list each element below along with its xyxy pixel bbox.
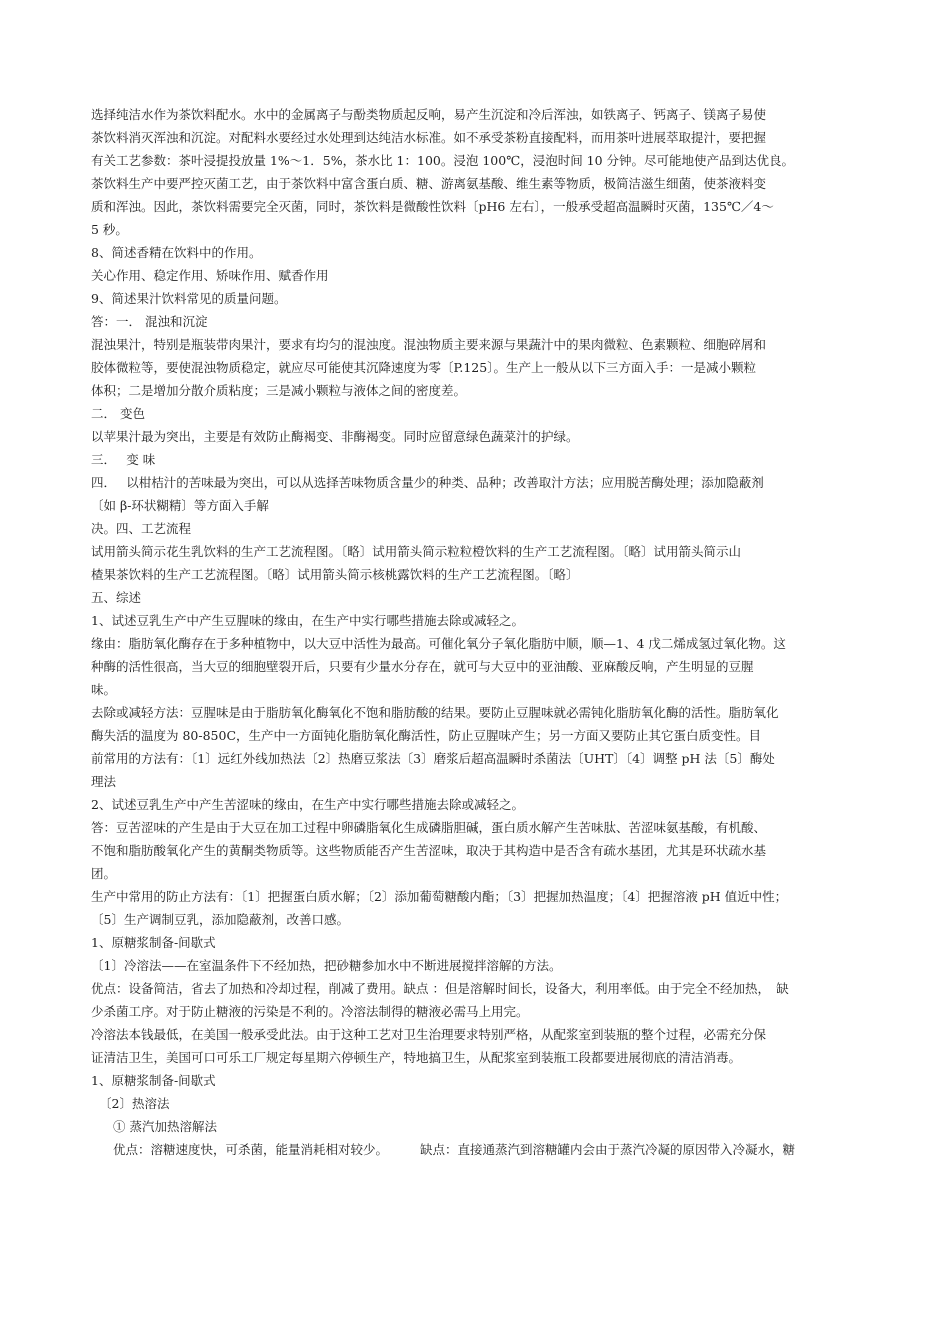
text-line: 选择纯洁水作为茶饮料配水。水中的金属离子与酚类物质起反响，易产生沉淀和冷后浑浊，如铁离子、钙离子、镁离子易使 bbox=[91, 107, 767, 122]
section-heading: 五、综述 bbox=[91, 590, 142, 605]
text-line: 缘由：脂肪氧化酶存在于多种植物中，以大豆中活性为最高。可催化氧分子氧化脂肪中顺，顺—1、4 戊二烯成氢过氧化物。这 bbox=[91, 636, 786, 651]
document-body bbox=[91, 103, 901, 1161]
section-heading: 1、原糖浆制备-间歇式 bbox=[91, 1073, 216, 1088]
text-line: 质和浑浊。因此，茶饮料需要完全灭菌，同时，茶饮料是微酸性饮料〔pH6 左右〕，一般承受超高温瞬时灭菌，135℃／4～ bbox=[91, 199, 774, 214]
text-line: 〔5〕生产调制豆乳，添加隐蔽剂，改善口感。 bbox=[91, 912, 349, 927]
question-heading: 9、简述果汁饮料常见的质量问题。 bbox=[91, 291, 287, 306]
text-line: 混浊果汁，特别是瓶装带肉果汁，要求有均匀的混浊度。混浊物质主要来源与果蔬汁中的果肉微粒、色素颗粒、细胞碎屑和 bbox=[91, 337, 767, 352]
advantage-text: 优点：溶糖速度快，可杀菌，能量消耗相对较少。 bbox=[113, 1142, 389, 1157]
text-line: 试用箭头简示花生乳饮料的生产工艺流程图。〔略〕试用箭头简示粒粒橙饮料的生产工艺流程图。〔略〕试用箭头简示山 bbox=[91, 544, 742, 559]
question-heading: 2、试述豆乳生产中产生苦涩味的缘由，在生产中实行哪些措施去除或减轻之。 bbox=[91, 797, 524, 812]
text-line: 不饱和脂肪酸氧化产生的黄酮类物质等。这些物质能否产生苦涩味，取决于其构造中是否含有疏水基团，尤其是环状疏水基 bbox=[91, 843, 767, 858]
text-line: 证清洁卫生，美国可口可乐工厂规定每星期六停顿生产，特地搞卫生，从配浆室到装瓶工段都要进展彻底的清洁消毒。 bbox=[91, 1050, 742, 1065]
text-line bbox=[91, 1138, 901, 1161]
section-heading: 决。四、工艺流程 bbox=[91, 521, 192, 536]
text-line: 四． 以柑桔汁的苦味最为突出，可以从选择苦味物质含量少的种类、品种；改善取汁方法；应用脱苦酶处理；添加隐蔽剂 bbox=[91, 475, 764, 490]
subsection-heading: ① 蒸汽加热溶解法 bbox=[113, 1119, 217, 1134]
section-heading: 1、原糖浆制备-间歇式 bbox=[91, 935, 216, 950]
text-line: 以苹果汁最为突出，主要是有效防止酶褐变、非酶褐变。同时应留意绿色蔬菜汁的护绿。 bbox=[91, 429, 579, 444]
disadvantage-text: 缺点：直接通蒸汽到溶糖罐内会由于蒸汽冷凝的原因带入冷凝水，糖 bbox=[420, 1142, 796, 1157]
answer-heading: 答：一． 混浊和沉淀 bbox=[91, 314, 208, 329]
text-line: 体积；二是增加分散介质粘度；三是减小颗粒与液体之间的密度差。 bbox=[91, 383, 467, 398]
section-heading: 三． 变 味 bbox=[91, 452, 156, 467]
text-line: 5 秒。 bbox=[91, 222, 128, 237]
text-line: 茶饮料生产中要严控灭菌工艺，由于茶饮料中富含蛋白质、糖、游离氨基酸、维生素等物质，极简洁滋生细菌，使茶液料变 bbox=[91, 176, 767, 191]
text-line: 茶饮料消灭浑浊和沉淀。对配料水要经过水处理到达纯洁水标准。如不承受茶粉直接配料，而用茶叶进展萃取提汁，要把握 bbox=[91, 130, 767, 145]
text-line: 关心作用、稳定作用、矫味作用、赋香作用 bbox=[91, 268, 329, 283]
text-line: 〔1〕冷溶法——在室温条件下不经加热，把砂糖参加水中不断进展搅拌溶解的方法。 bbox=[91, 958, 562, 973]
text-line: 冷溶法本钱最低，在美国一般承受此法。由于这种工艺对卫生治理要求特别严格，从配浆室到装瓶的整个过程，必需充分保 bbox=[91, 1027, 767, 1042]
text-line: 前常用的方法有：〔1〕远红外线加热法〔2〕热磨豆浆法〔3〕磨浆后超高温瞬时杀菌法〔UHT〕〔4〕调整 pH 法〔5〕酶处 bbox=[91, 751, 775, 766]
text-line: 味。 bbox=[91, 682, 117, 697]
subsection-heading: 〔2〕热溶法 bbox=[99, 1096, 170, 1111]
text-line: 少杀菌工序。对于防止糖液的污染是不利的。冷溶法制得的糖液必需马上用完。 bbox=[91, 1004, 529, 1019]
text-line: 团。 bbox=[91, 866, 117, 881]
text-line: 答：豆苦涩味的产生是由于大豆在加工过程中卵磷脂氧化生成磷脂胆碱，蛋白质水解产生苦味肽、苦涩味氨基酸，有机酸、 bbox=[91, 820, 767, 835]
text-line: 优点：设备简洁，省去了加热和冷却过程，削减了费用。缺点 ：但是溶解时间长，设备大，利用率低。由于完全不经加热， 缺 bbox=[91, 981, 789, 996]
question-heading: 8、简述香精在饮料中的作用。 bbox=[91, 245, 262, 260]
text-line: 种酶的活性很高，当大豆的细胞壁裂开后，只要有少量水分存在，就可与大豆中的亚油酸、亚麻酸反响，产生明显的豆腥 bbox=[91, 659, 754, 674]
question-heading: 1、试述豆乳生产中产生豆腥味的缘由，在生产中实行哪些措施去除或减轻之。 bbox=[91, 613, 524, 628]
text-line: 去除或减轻方法：豆腥味是由于脂肪氧化酶氧化不饱和脂肪酸的结果。要防止豆腥味就必需钝化脂肪氧化酶的活性。脂肪氧化 bbox=[91, 705, 779, 720]
text-line: 楂果茶饮料的生产工艺流程图。〔略〕试用箭头简示核桃露饮料的生产工艺流程图。〔略〕 bbox=[91, 567, 579, 582]
text-line: 生产中常用的防止方法有：〔1〕把握蛋白质水解；〔2〕添加葡萄糖酸内酯；〔3〕把握加热温度；〔4〕把握溶液 pH 值近中性； bbox=[91, 889, 788, 904]
text-line: 酶失活的温度为 80-850C，生产中一方面钝化脂肪氧化酶活性，防止豆腥味产生；另一方面又要防止其它蛋白质变性。目 bbox=[91, 728, 762, 743]
text-line: 理法 bbox=[91, 774, 117, 789]
text-line: 有关工艺参数：茶叶浸提投放量 1%～1．5%，茶水比 1：100。浸泡 100℃，浸泡时间 10 分钟。尽可能地使产品到达优良。 bbox=[91, 153, 795, 168]
text-line: 〔如 β-环状糊精〕等方面入手解 bbox=[91, 498, 269, 513]
text-line: 胶体微粒等，要使混浊物质稳定，就应尽可能使其沉降速度为零〔P.125〕。生产上一般从以下三方面入手：一是减小颗粒 bbox=[91, 360, 756, 375]
section-heading: 二． 变色 bbox=[91, 406, 145, 421]
